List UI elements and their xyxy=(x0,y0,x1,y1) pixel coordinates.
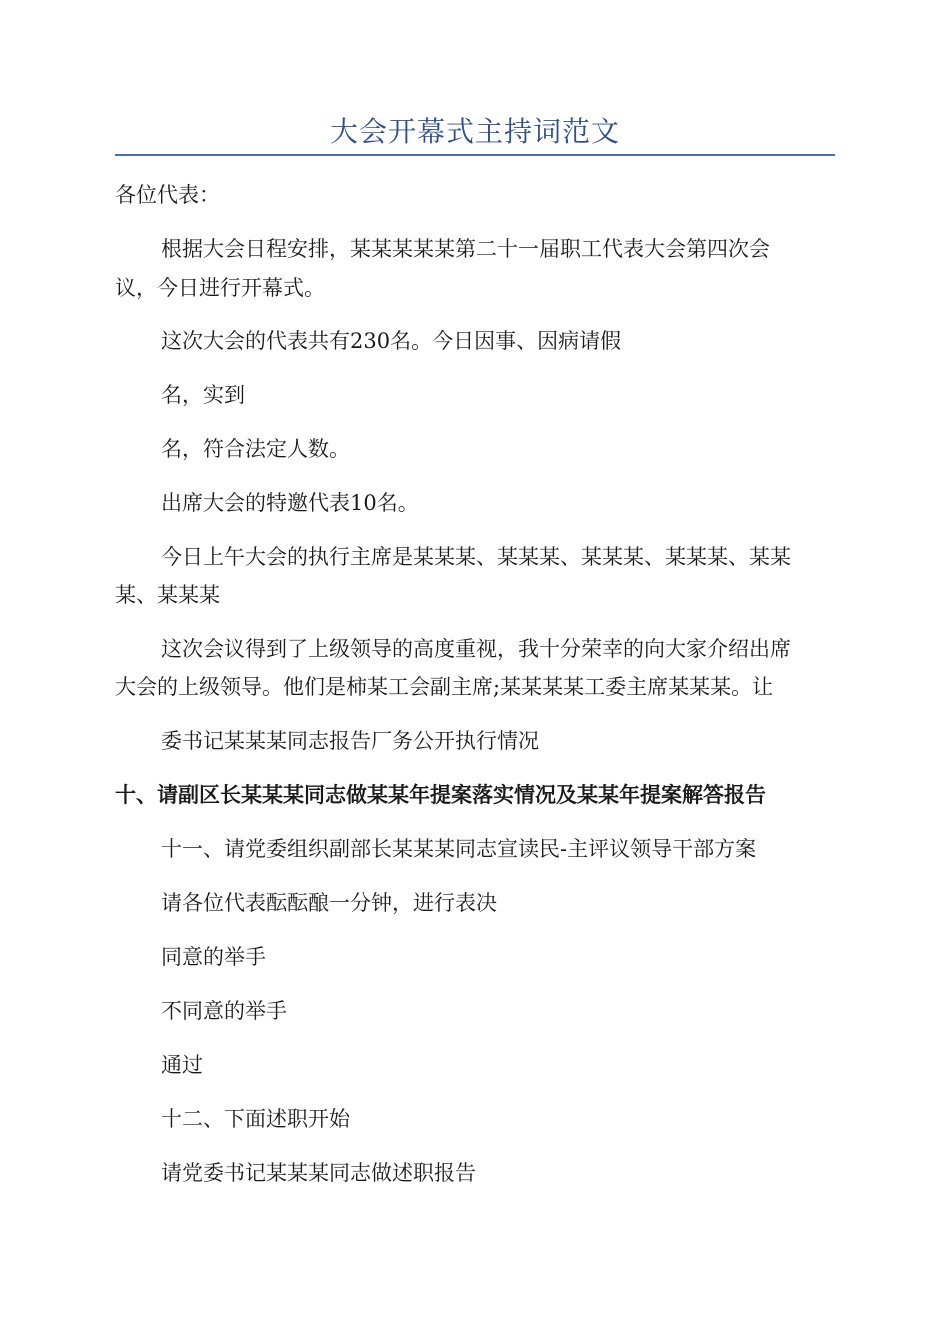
document-title: 大会开幕式主持词范文 xyxy=(329,115,620,148)
paragraph-line: 这次大会的代表共有230名。今日因事、因病请假 xyxy=(161,329,622,353)
paragraph-line: 请各位代表酝酝酿一分钟，进行表决 xyxy=(161,891,497,915)
paragraph-line: 同意的举手 xyxy=(161,945,266,969)
paragraph-line: 十一、请党委组织副部长某某某同志宣读民-主评议领导干部方案 xyxy=(161,837,757,861)
paragraph-line: 大会的上级领导。他们是柿某工会副主席;某某某某工委主席某某某。让 xyxy=(115,675,774,699)
paragraph-line: 不同意的举手 xyxy=(161,999,287,1023)
paragraph-line: 这次会议得到了上级领导的高度重视，我十分荣幸的向大家介绍出席 xyxy=(161,637,791,661)
paragraph-line: 出席大会的特邀代表10名。 xyxy=(161,491,419,515)
paragraph-line: 名，实到 xyxy=(161,383,245,407)
paragraph-line: 请党委书记某某某同志做述职报告 xyxy=(161,1161,476,1185)
title-underline xyxy=(115,154,835,156)
paragraph-line: 根据大会日程安排，某某某某某第二十一届职工代表大会第四次会 xyxy=(161,237,770,261)
paragraph-line: 今日上午大会的执行主席是某某某、某某某、某某某、某某某、某某 xyxy=(161,545,791,569)
paragraph-line: 名，符合法定人数。 xyxy=(161,437,350,461)
paragraph-line: 议，今日进行开幕式。 xyxy=(115,276,325,300)
paragraph-line: 某、某某某 xyxy=(115,583,220,607)
paragraph-line: 十二、下面述职开始 xyxy=(161,1107,350,1131)
paragraph-line: 委书记某某某同志报告厂务公开执行情况 xyxy=(161,729,539,753)
section-heading: 十、请副区长某某某同志做某某年提案落实情况及某某年提案解答报告 xyxy=(115,782,766,807)
paragraph-line: 通过 xyxy=(161,1053,203,1077)
salutation-line: 各位代表： xyxy=(115,183,220,207)
